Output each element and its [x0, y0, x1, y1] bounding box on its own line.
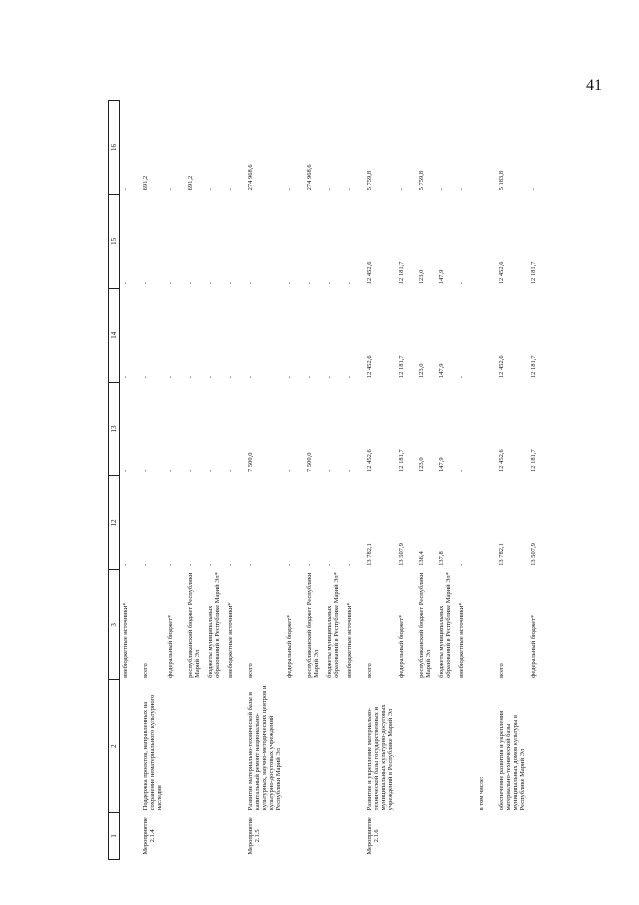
row-source: бюджеты муниципальных образований в Республике Марий Эл*	[326, 572, 340, 678]
row-code	[324, 812, 344, 859]
row-code	[528, 812, 548, 859]
table-row	[436, 101, 456, 860]
column-header: 12	[109, 476, 120, 570]
table-row	[120, 101, 141, 860]
table-row	[165, 101, 185, 860]
table-row	[304, 101, 324, 860]
row-value: 12 181,7	[398, 355, 405, 379]
row-code	[185, 812, 205, 859]
row-code	[476, 812, 496, 859]
budget-table	[108, 100, 548, 860]
row-code	[284, 812, 304, 859]
table-row	[185, 101, 205, 860]
row-value: -	[286, 375, 293, 379]
row-source: республиканский бюджет Республики Марий Эл	[187, 572, 201, 678]
row-name	[528, 680, 548, 812]
row-value: 12 181,7	[530, 355, 537, 379]
row-code	[205, 812, 225, 859]
row-name: Поддержка проектов, направленных на сохранение нематериального культурного наследия	[142, 694, 163, 811]
column-header: 3	[109, 570, 120, 680]
row-value: 123,0	[418, 457, 425, 472]
row-value: -	[306, 563, 313, 566]
row-source: всего	[247, 663, 254, 678]
row-source: федеральный бюджет*	[167, 614, 174, 678]
row-value: -	[286, 188, 293, 191]
row-value: 13 782,1	[498, 543, 505, 566]
row-code	[456, 812, 476, 859]
row-value: -	[458, 469, 465, 472]
row-name	[324, 680, 344, 812]
row-code: Мероприятие 2.1.4	[142, 817, 156, 855]
row-value: -	[187, 282, 194, 285]
row-value	[476, 382, 496, 476]
row-value: -	[227, 469, 234, 472]
row-value: -	[326, 469, 333, 472]
row-value: 274 968,6	[247, 164, 254, 191]
row-name	[120, 680, 141, 812]
table-row	[496, 101, 528, 860]
row-name	[456, 680, 476, 812]
row-name	[304, 680, 324, 812]
table-body	[120, 101, 549, 860]
row-name: в том числе:	[478, 776, 485, 811]
row-value: 136,4	[418, 551, 425, 566]
row-value: 13 507,9	[398, 543, 405, 566]
row-value: 12 452,6	[366, 261, 373, 285]
row-code	[344, 812, 364, 859]
table-row	[205, 101, 225, 860]
column-header: 1	[109, 812, 120, 859]
row-source: федеральный бюджет*	[398, 614, 405, 678]
row-value: 123,0	[418, 363, 425, 379]
row-value: -	[438, 188, 445, 191]
row-source: федеральный бюджет*	[286, 614, 293, 678]
row-source: внебюджетные источники*	[458, 602, 465, 678]
page-number: 41	[586, 77, 602, 94]
row-value: 147,9	[438, 457, 445, 472]
row-value: -	[142, 282, 149, 285]
row-value: 147,9	[438, 363, 445, 379]
row-value: 12 452,6	[366, 355, 373, 379]
row-value: 274 968,6	[306, 164, 313, 191]
row-name	[344, 680, 364, 812]
row-source: бюджеты муниципальных образований в Республике Марий Эл*	[207, 572, 221, 678]
row-value: 137,8	[438, 551, 445, 566]
row-code: Мероприятие 2.1.5	[247, 817, 261, 855]
column-header: 2	[109, 680, 120, 812]
row-value: -	[247, 563, 254, 566]
table-row	[284, 101, 304, 860]
row-name: Развитие материально-технической базы и капитальный ремонт национально-культурных, научно-методических центров и культурно-досуговых учреждений Республики Марий Эл	[247, 685, 282, 811]
row-value: 7 500,0	[306, 452, 313, 472]
row-code	[496, 812, 528, 859]
row-name: Развитие и укрепление материально-технической базы государственных и муниципальных культурно-досуговых учреждений в Республике Марий Эл	[366, 704, 394, 811]
row-value: -	[122, 375, 129, 379]
row-value: 691,2	[187, 175, 194, 191]
row-source: всего	[366, 663, 373, 678]
row-value	[476, 101, 496, 195]
column-header: 14	[109, 288, 120, 382]
row-value: 123,0	[418, 269, 425, 285]
row-value: -	[398, 188, 405, 191]
row-value: -	[207, 282, 214, 285]
row-value: -	[346, 282, 353, 285]
row-value: 5 759,8	[418, 170, 425, 191]
row-value: -	[286, 563, 293, 566]
row-value: 12 181,7	[398, 449, 405, 472]
row-value: 5 759,8	[366, 170, 373, 191]
row-value: -	[306, 282, 313, 285]
row-value: 12 452,6	[366, 449, 373, 472]
table-row	[225, 101, 245, 860]
row-source: республиканский бюджет Республики Марий Эл	[418, 572, 432, 678]
row-value: -	[142, 563, 149, 566]
row-value: -	[227, 188, 234, 191]
row-value: -	[286, 282, 293, 285]
row-value: 5 183,8	[498, 170, 505, 191]
row-value	[476, 194, 496, 288]
row-source: всего	[498, 663, 505, 678]
row-value: -	[530, 188, 537, 191]
table-row	[396, 101, 416, 860]
row-value: -	[227, 563, 234, 566]
row-value: -	[326, 563, 333, 566]
row-value: 12 181,7	[530, 261, 537, 285]
row-value: -	[346, 563, 353, 566]
row-value: -	[326, 282, 333, 285]
row-name	[185, 680, 205, 812]
row-value: -	[142, 469, 149, 472]
row-name	[436, 680, 456, 812]
row-source: всего	[142, 663, 149, 678]
row-value: -	[187, 375, 194, 379]
row-value	[476, 288, 496, 382]
row-value: 7 500,0	[247, 452, 254, 472]
row-source: республиканский бюджет Республики Марий Эл	[306, 572, 320, 678]
row-code	[225, 812, 245, 859]
row-value: -	[122, 282, 129, 285]
row-value: -	[227, 375, 234, 379]
row-value: -	[247, 282, 254, 285]
row-value: -	[346, 375, 353, 379]
row-value: 12 452,6	[498, 355, 505, 379]
row-value: -	[458, 282, 465, 285]
row-value: -	[167, 188, 174, 191]
row-source: внебюджетные источники*	[122, 602, 129, 678]
table-row	[245, 101, 284, 860]
row-value: -	[142, 375, 149, 379]
row-value: 12 181,7	[530, 449, 537, 472]
column-header: 16	[109, 101, 120, 195]
row-value: 147,9	[438, 269, 445, 285]
row-value: -	[207, 469, 214, 472]
row-value: 12 452,6	[498, 261, 505, 285]
column-header: 13	[109, 382, 120, 476]
row-value: 12 181,7	[398, 261, 405, 285]
row-name	[225, 680, 245, 812]
row-source: бюджеты муниципальных образований в Республике Марий Эл*	[438, 572, 452, 678]
row-value: -	[326, 188, 333, 191]
row-name	[416, 680, 436, 812]
row-source: федеральный бюджет*	[530, 614, 537, 678]
row-source	[476, 570, 496, 680]
table-row	[476, 101, 496, 860]
row-value: -	[326, 375, 333, 379]
row-value: -	[187, 563, 194, 566]
row-value: -	[207, 188, 214, 191]
row-value: -	[346, 469, 353, 472]
row-value: -	[207, 375, 214, 379]
table-row	[364, 101, 396, 860]
table-row	[344, 101, 364, 860]
row-code	[396, 812, 416, 859]
row-value: -	[247, 375, 254, 379]
column-header: 15	[109, 194, 120, 288]
row-value: 13 507,9	[530, 543, 537, 566]
table-row	[456, 101, 476, 860]
row-name	[396, 680, 416, 812]
row-value: 13 782,1	[366, 543, 373, 566]
row-code	[120, 812, 141, 859]
table-row	[528, 101, 548, 860]
row-value: -	[227, 282, 234, 285]
table-row	[416, 101, 436, 860]
row-value: -	[167, 282, 174, 285]
table-header-row	[109, 101, 120, 860]
row-value: -	[458, 375, 465, 379]
table-row	[140, 101, 165, 860]
row-value: 12 452,6	[498, 449, 505, 472]
row-value: -	[346, 188, 353, 191]
row-value: -	[167, 375, 174, 379]
row-name	[284, 680, 304, 812]
row-name: обеспечение развития и укрепления материально-технической базы муниципальных домов культуры в Республике Марий Эл	[498, 710, 526, 811]
row-value: -	[306, 375, 313, 379]
row-value: -	[167, 563, 174, 566]
row-value: -	[286, 469, 293, 472]
row-value: -	[122, 563, 129, 566]
row-value: -	[167, 469, 174, 472]
row-value: -	[207, 563, 214, 566]
row-code	[304, 812, 324, 859]
row-name	[205, 680, 225, 812]
row-value: 691,2	[142, 175, 149, 191]
row-value: -	[458, 563, 465, 566]
rotated-table-frame	[108, 60, 543, 860]
row-value: -	[122, 469, 129, 472]
row-value: -	[187, 469, 194, 472]
row-value: -	[458, 188, 465, 191]
row-code	[436, 812, 456, 859]
row-name	[165, 680, 185, 812]
row-value: -	[122, 188, 129, 191]
row-code	[165, 812, 185, 859]
row-code: Мероприятие 2.1.6	[366, 817, 380, 855]
row-source: внебюджетные источники*	[346, 602, 353, 678]
table-row	[324, 101, 344, 860]
row-value	[476, 476, 496, 570]
row-code	[416, 812, 436, 859]
row-source: внебюджетные источники*	[227, 602, 234, 678]
